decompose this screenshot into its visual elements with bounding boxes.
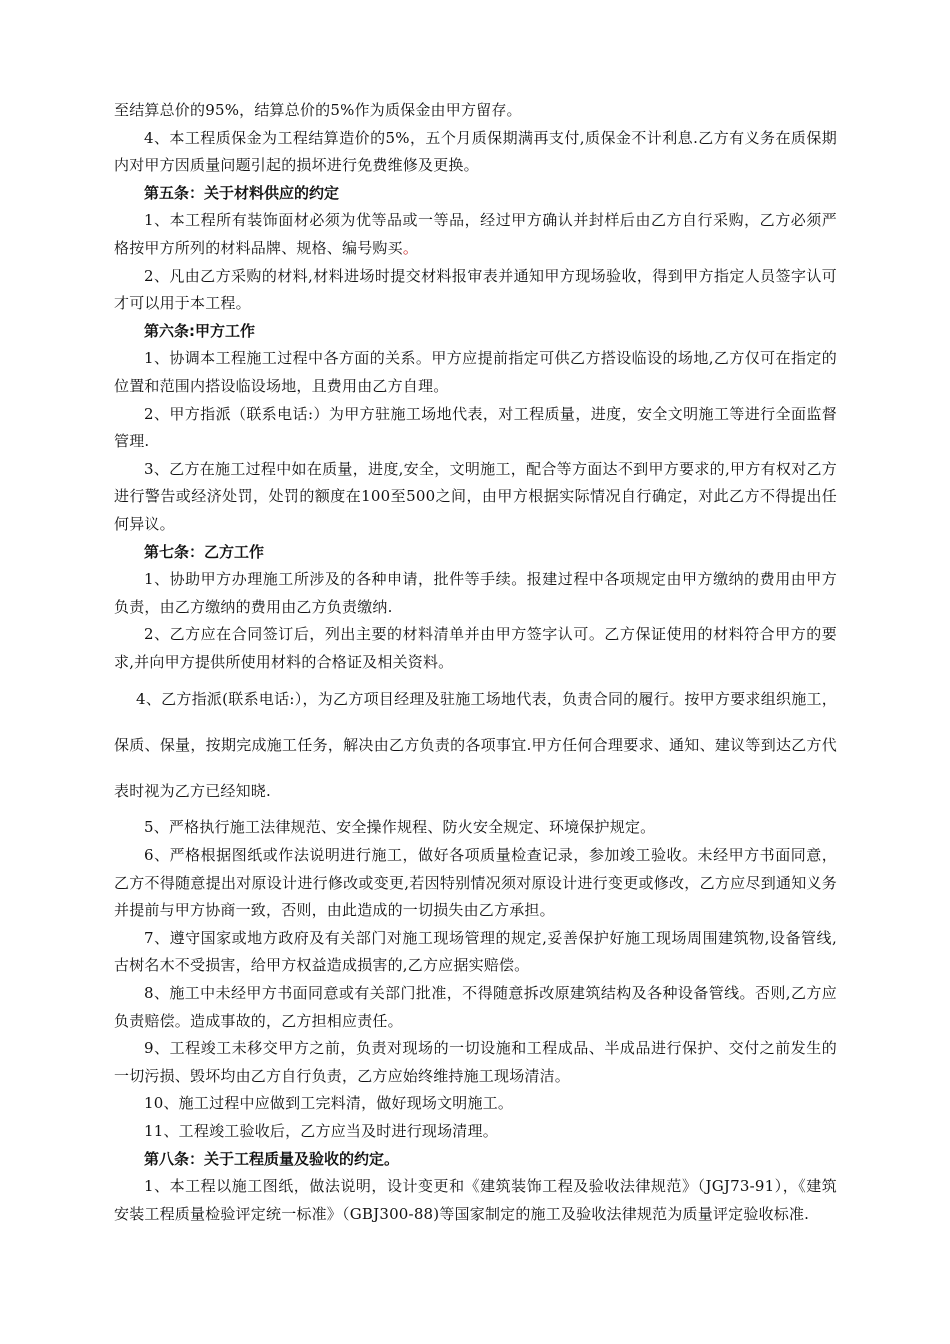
paragraph: 2、甲方指派（联系电话:）为甲方驻施工场地代表，对工程质量，进度，安全文明施工等进行全面监督管理.: [114, 404, 837, 451]
contract-body: [114, 97, 837, 1228]
section-heading-article-5: 第五条：关于材料供应的约定: [144, 183, 340, 202]
paragraph: 1、协助甲方办理施工所涉及的各种申请，批件等手续。报建过程中各项规定由甲方缴纳的费用由甲方负责，由乙方缴纳的费用由乙方负责缴纳.: [114, 570, 837, 616]
paragraph: 4、本工程质保金为工程结算造价的5%，五个月质保期满再支付,质保金不计利息.乙方有义务在质保期内对甲方因质量问题引起的损坏进行免费维修及更换。: [114, 128, 837, 175]
paragraph: 9、工程竣工未移交甲方之前，负责对现场的一切设施和工程成品、半成品进行保护、交付之前发生的一切污损、毁坏均由乙方自行负责，乙方应始终维持施工现场清洁。: [114, 1039, 837, 1085]
paragraph: 1、协调本工程施工过程中各方面的关系。甲方应提前指定可供乙方搭设临设的场地,乙方仅可在指定的位置和范围内搭设临设场地，且费用由乙方自理。: [114, 349, 837, 395]
paragraph: 4、乙方指派(联系电话:），为乙方项目经理及驻施工场地代表，负责合同的履行。按甲方要求组织施工，保质、保量，按期完成施工任务，解决由乙方负责的各项事宜.甲方任何合理要求、通知、建议等到达乙方代表时视为乙方已经知晓.: [114, 690, 837, 801]
paragraph: 7、遵守国家或地方政府及有关部门对施工现场管理的规定,妥善保护好施工现场周围建筑物,设备管线,古树名木不受损害，给甲方权益造成损害的,乙方应据实赔偿。: [114, 928, 837, 975]
paragraph-text: 1、本工程所有装饰面材必须为优等品或一等品，经过甲方确认并封样后由乙方自行采购，乙方必须严格按甲方所列的材料品牌、规格、编号购买: [114, 211, 837, 257]
paragraph: 5、严格执行施工法律规范、安全操作规程、防火安全规定、环境保护规定。: [144, 818, 656, 837]
section-heading-article-7: 第七条：乙方工作: [144, 542, 265, 561]
paragraph: 10、施工过程中应做到工完料清，做好现场文明施工。: [144, 1094, 514, 1113]
red-punctuation: 。: [402, 238, 419, 257]
paragraph: 6、严格根据图纸或作法说明进行施工，做好各项质量检查记录，参加竣工验收。未经甲方书面同意，乙方不得随意提出对原设计进行修改或变更,若因特别情况须对原设计进行变更或修改，乙方应尽到通知义务并提前与甲方协商一致，否则，由此造成的一切损失由乙方承担。: [114, 846, 837, 920]
section-heading-article-6: 第六条:甲方工作: [144, 321, 255, 340]
paragraph: 1、本工程以施工图纸，做法说明，设计变更和《建筑装饰工程及验收法律规范》（JGJ73-91），《建筑安装工程质量检验评定统一标准》（GBJ300-88)等国家制定的施工及验收法律规范为质量评定验收标准.: [114, 1177, 837, 1223]
paragraph: 至结算总价的95%，结算总价的5%作为质保金由甲方留存。: [114, 101, 522, 119]
paragraph: 2、凡由乙方采购的材料,材料进场时提交材料报审表并通知甲方现场验收，得到甲方指定人员签字认可才可以用于本工程。: [114, 266, 837, 313]
section-heading-article-8: 第八条：关于工程质量及验收的约定。: [144, 1149, 400, 1168]
paragraph: 3、乙方在施工过程中如在质量，进度,安全，文明施工，配合等方面达不到甲方要求的,甲方有权对乙方进行警告或经济处罚，处罚的额度在100至500之间，由甲方根据实际情况自行确定，对此乙方不得提出任何异议。: [114, 459, 837, 533]
paragraph: [114, 207, 837, 262]
paragraph: 11、工程竣工验收后，乙方应当及时进行现场清理。: [144, 1122, 498, 1140]
paragraph: 8、施工中未经甲方书面同意或有关部门批准，不得随意拆改原建筑结构及各种设备管线。否则,乙方应负责赔偿。造成事故的，乙方担相应责任。: [114, 984, 837, 1030]
paragraph: 2、乙方应在合同签订后，列出主要的材料清单并由甲方签字认可。乙方保证使用的材料符合甲方的要求,并向甲方提供所使用材料的合格证及相关资料。: [114, 625, 837, 671]
